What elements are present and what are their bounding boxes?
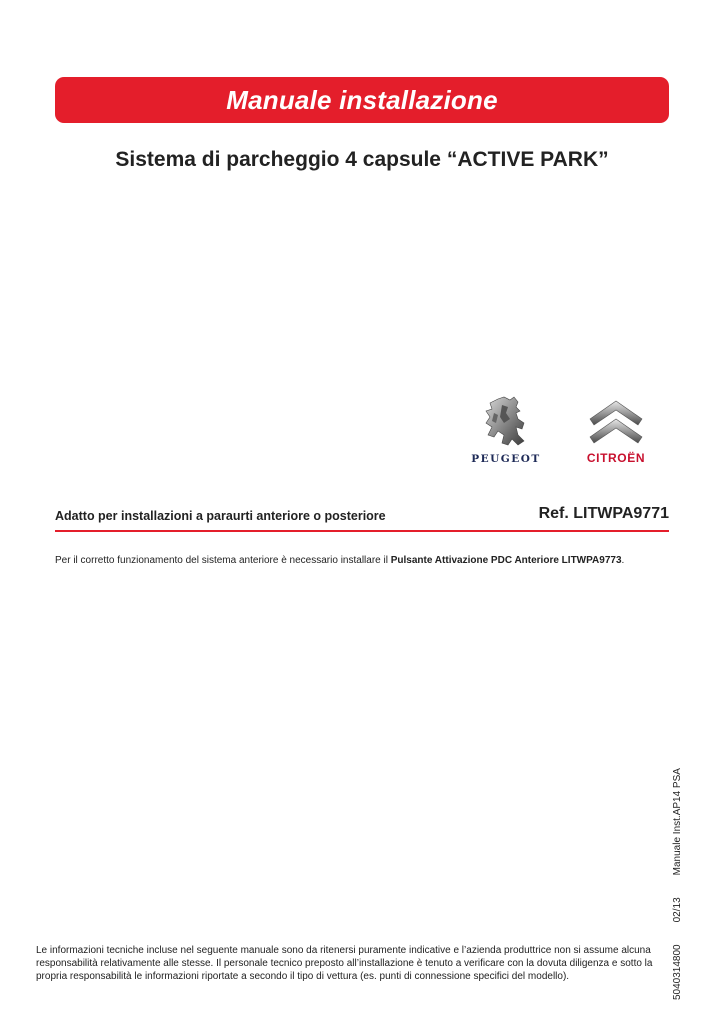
- side-document-code: [672, 746, 683, 1000]
- note-prefix: Per il corretto funzionamento del sistema anteriore è necessario installare il: [55, 555, 391, 566]
- peugeot-logo: [458, 393, 554, 465]
- fitment-row: [55, 505, 669, 527]
- document-label: Manuale Inst.AP14 PSA: [672, 768, 683, 876]
- reference-code: Ref. LITWPA9771: [538, 505, 669, 522]
- red-divider: [55, 530, 669, 532]
- citroen-chevrons-icon: [566, 393, 666, 449]
- fitment-text: Adatto per installazioni a paraurti anteriore o posteriore: [55, 509, 386, 523]
- document-date: 02/13: [672, 897, 683, 923]
- document-number: 5040314800: [672, 944, 683, 1000]
- disclaimer-text: Le informazioni tecniche incluse nel seguente manuale sono da ritenersi puramente indicative e l’azienda produttrice non si assume alcuna responsabilità relativamente alle stesse. Il personale tecnico preposto all’installazione è tenuto a verificare con la dovuta diligenza e sotto la propria responsabilità le informazioni riportate a secondo il tipo di vettura (es. punti di connessione specifici del modello).: [36, 945, 653, 982]
- activation-note: [55, 555, 669, 566]
- citroen-logo: [566, 393, 666, 465]
- peugeot-lion-icon: [458, 393, 554, 449]
- note-suffix: .: [621, 555, 625, 566]
- page-title: Manuale installazione: [226, 84, 498, 115]
- peugeot-wordmark: PEUGEOT: [471, 453, 541, 465]
- title-banner: [55, 77, 669, 123]
- note-product: Pulsante Attivazione PDC Anteriore LITWPA9773: [390, 555, 622, 566]
- product-subtitle: Sistema di parcheggio 4 capsule “ACTIVE PARK”: [115, 148, 609, 171]
- citroen-wordmark: CITROËN: [586, 451, 646, 465]
